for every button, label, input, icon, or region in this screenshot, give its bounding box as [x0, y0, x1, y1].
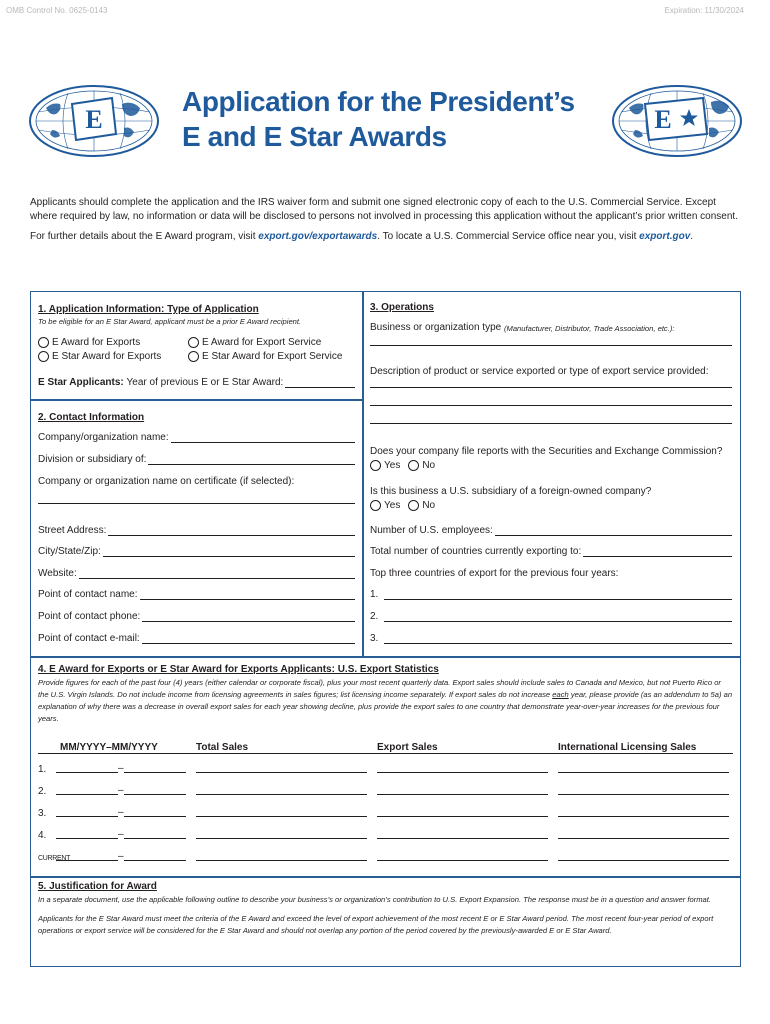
period-start-field[interactable] [56, 772, 118, 773]
section-5-paragraph-2: Applicants for the E Star Award must meet the criteria of the E Award and exceed the level of export achievement of the most recent E or E Star Award period. The most recent four-year period of export operations or export service will be considered for the E Star Award and should not overlap any portion of the period covered by the previously-awarded E or E Star Award. [38, 914, 714, 935]
previous-award-year-field[interactable]: E Star Applicants: Year of previous E or E Star Award: [38, 377, 355, 388]
period-end-field[interactable] [124, 860, 186, 861]
section-1-subtitle: To be eligible for an E Star Award, applicant must be a prior E Award recipient. [38, 317, 302, 326]
total-sales-field[interactable] [196, 860, 367, 861]
intro-text [30, 196, 745, 251]
total-sales-field[interactable] [196, 816, 367, 817]
application-form [30, 291, 741, 967]
sec-no-option[interactable]: No [408, 458, 435, 472]
employees-field[interactable]: Number of U.S. employees: [370, 525, 732, 536]
period-end-field[interactable] [124, 772, 186, 773]
radio-button[interactable] [370, 460, 381, 471]
description-field-line[interactable] [370, 387, 732, 388]
section-1-title: 1. Application Information: Type of Application [38, 304, 259, 315]
title-line-2: E and E Star Awards [182, 121, 447, 152]
sec-yes-option[interactable]: Yes [370, 458, 400, 472]
period-end-field[interactable] [124, 838, 186, 839]
certificate-name-field[interactable] [38, 503, 355, 504]
export-sales-field[interactable] [377, 838, 548, 839]
section-4-title: 4. E Award for Exports or E Star Award for Exports Applicants: U.S. Export Statistics [38, 664, 439, 675]
subsidiary-yes-option[interactable]: Yes [370, 498, 400, 512]
section-5-paragraph-1: In a separate document, use the applicable following outline to describe your business’s or organization’s contribution to U.S. Export Expansion. The response must be in a question and answer format. [38, 895, 711, 904]
column-divider [362, 292, 364, 657]
city-state-zip-field[interactable]: City/State/Zip: [38, 546, 355, 557]
radio-button[interactable] [408, 460, 419, 471]
period-dash: – [118, 807, 124, 818]
licensing-sales-field[interactable] [558, 772, 729, 773]
licensing-sales-field[interactable] [558, 838, 729, 839]
e-award-globe-logo [28, 84, 160, 158]
description-field-line[interactable] [370, 405, 732, 406]
section-justification [38, 881, 733, 937]
row-label: 1. [38, 764, 47, 775]
option-e-star-award-exports[interactable]: E Star Award for Exports [38, 349, 188, 363]
total-sales-field[interactable] [196, 838, 367, 839]
subsidiary-no-option[interactable]: No [408, 498, 435, 512]
period-start-field[interactable] [56, 860, 118, 861]
column-header-export-sales: Export Sales [377, 742, 438, 753]
section-5-title: 5. Justification for Award [38, 881, 157, 892]
row-label: 4. [38, 830, 47, 841]
row-label: 2. [38, 786, 47, 797]
radio-button[interactable] [408, 500, 419, 511]
section-divider [31, 656, 740, 658]
radio-button[interactable] [370, 500, 381, 511]
title-line-1: Application for the President’s [182, 86, 575, 117]
poc-email-field[interactable]: Point of contact e-mail: [38, 633, 355, 644]
e-star-award-globe-logo [611, 84, 743, 158]
top-countries-label: Top three countries of export for the previous four years: [370, 568, 619, 579]
section-operations [370, 302, 434, 313]
column-header-period: MM/YYYY–MM/YYYY [60, 742, 158, 753]
option-e-award-export-service[interactable]: E Award for Export Service [188, 335, 342, 349]
section-application-info [38, 304, 358, 363]
intro-paragraph-1: Applicants should complete the application and the IRS waiver form and submit one signed electronic copy of each to the U.S. Commercial Service. Except where required by law, no information or data will be disclosed to persons not involved in processing this application without the applicant’s prior written consent. [30, 197, 738, 222]
export-sales-field[interactable] [377, 794, 548, 795]
row-label: CURRENT [38, 855, 71, 862]
division-field[interactable]: Division or subsidiary of: [38, 454, 355, 465]
period-dash: – [118, 763, 124, 774]
export-gov-link[interactable]: export.gov [639, 231, 691, 242]
business-type-field[interactable] [370, 345, 732, 346]
street-address-field[interactable]: Street Address: [38, 525, 355, 536]
period-end-field[interactable] [124, 816, 186, 817]
export-sales-field[interactable] [377, 860, 548, 861]
subsidiary-question: Is this business a U.S. subsidiary of a foreign-owned company? [370, 486, 652, 497]
top-country-3-field[interactable]: 3. [370, 633, 732, 644]
licensing-sales-field[interactable] [558, 860, 729, 861]
header-underline [38, 753, 733, 754]
top-country-1-field[interactable]: 1. [370, 589, 732, 600]
sec-question: Does your company file reports with the Securities and Exchange Commission? [370, 446, 723, 457]
export-sales-field[interactable] [377, 772, 548, 773]
section-3-title: 3. Operations [370, 302, 434, 313]
option-e-star-award-export-service[interactable]: E Star Award for Export Service [188, 349, 342, 363]
section-export-statistics [38, 664, 733, 725]
period-start-field[interactable] [56, 838, 118, 839]
period-start-field[interactable] [56, 794, 118, 795]
poc-phone-field[interactable]: Point of contact phone: [38, 611, 355, 622]
section-divider [31, 399, 363, 401]
section-4-instructions: Provide figures for each of the past four (4) years (either calendar or corporate fiscal), plus your most recent quarterly data. Export sales should include sales to Canada and Mexico, but not Puerto Rico or the U.S. Virgin Islands. Do not include income from licensing agreements in sales figures; list licensing income separately. If export sales do not increase each year, please provide (as an addendum to 5a) an explanation of why there was a decrease in overall export sales for each year showing decline, plus provide the export sales to one country that demonstrate year-over-year increases for the previous four years. [38, 678, 733, 723]
period-dash: – [118, 851, 124, 862]
row-label: 3. [38, 808, 47, 819]
period-end-field[interactable] [124, 794, 186, 795]
company-name-field[interactable]: Company/organization name: [38, 432, 355, 443]
website-field[interactable]: Website: [38, 568, 355, 579]
section-divider [31, 876, 740, 878]
total-sales-field[interactable] [196, 794, 367, 795]
period-dash: – [118, 785, 124, 796]
description-field-line[interactable] [370, 423, 732, 424]
intro-paragraph-2: For further details about the E Award program, visit export.gov/exportawards. To locate a U.S. Commercial Service office near you, visit export.gov. [30, 231, 694, 242]
radio-button[interactable] [38, 337, 49, 348]
certificate-name-label: Company or organization name on certificate (if selected): [38, 476, 295, 487]
option-e-award-exports[interactable]: E Award for Exports [38, 335, 188, 349]
licensing-sales-field[interactable] [558, 816, 729, 817]
total-sales-field[interactable] [196, 772, 367, 773]
licensing-sales-field[interactable] [558, 794, 729, 795]
column-header-licensing-sales: International Licensing Sales [558, 742, 697, 753]
expiration-date: Expiration: 11/30/2024 [664, 6, 744, 15]
radio-button[interactable] [188, 351, 199, 362]
poc-name-field[interactable]: Point of contact name: [38, 589, 355, 600]
period-start-field[interactable] [56, 816, 118, 817]
period-dash: – [118, 829, 124, 840]
svg-text:E: E [654, 105, 672, 134]
column-header-total-sales: Total Sales [196, 742, 249, 753]
business-type-label: Business or organization type (Manufacturer, Distributor, Trade Association, etc.): [370, 322, 675, 333]
svg-text:E: E [85, 105, 103, 134]
export-awards-link[interactable]: export.gov/exportawards [258, 231, 378, 242]
section-contact-info [38, 412, 144, 423]
countries-count-field[interactable]: Total number of countries currently exporting to: [370, 546, 732, 557]
omb-control-number: OMB Control No. 0625-0143 [6, 6, 108, 15]
top-country-2-field[interactable]: 2. [370, 611, 732, 622]
export-sales-field[interactable] [377, 816, 548, 817]
description-label: Description of product or service exported or type of export service provided: [370, 366, 709, 377]
page-title [182, 84, 575, 154]
radio-button[interactable] [38, 351, 49, 362]
section-2-title: 2. Contact Information [38, 412, 145, 423]
radio-button[interactable] [188, 337, 199, 348]
